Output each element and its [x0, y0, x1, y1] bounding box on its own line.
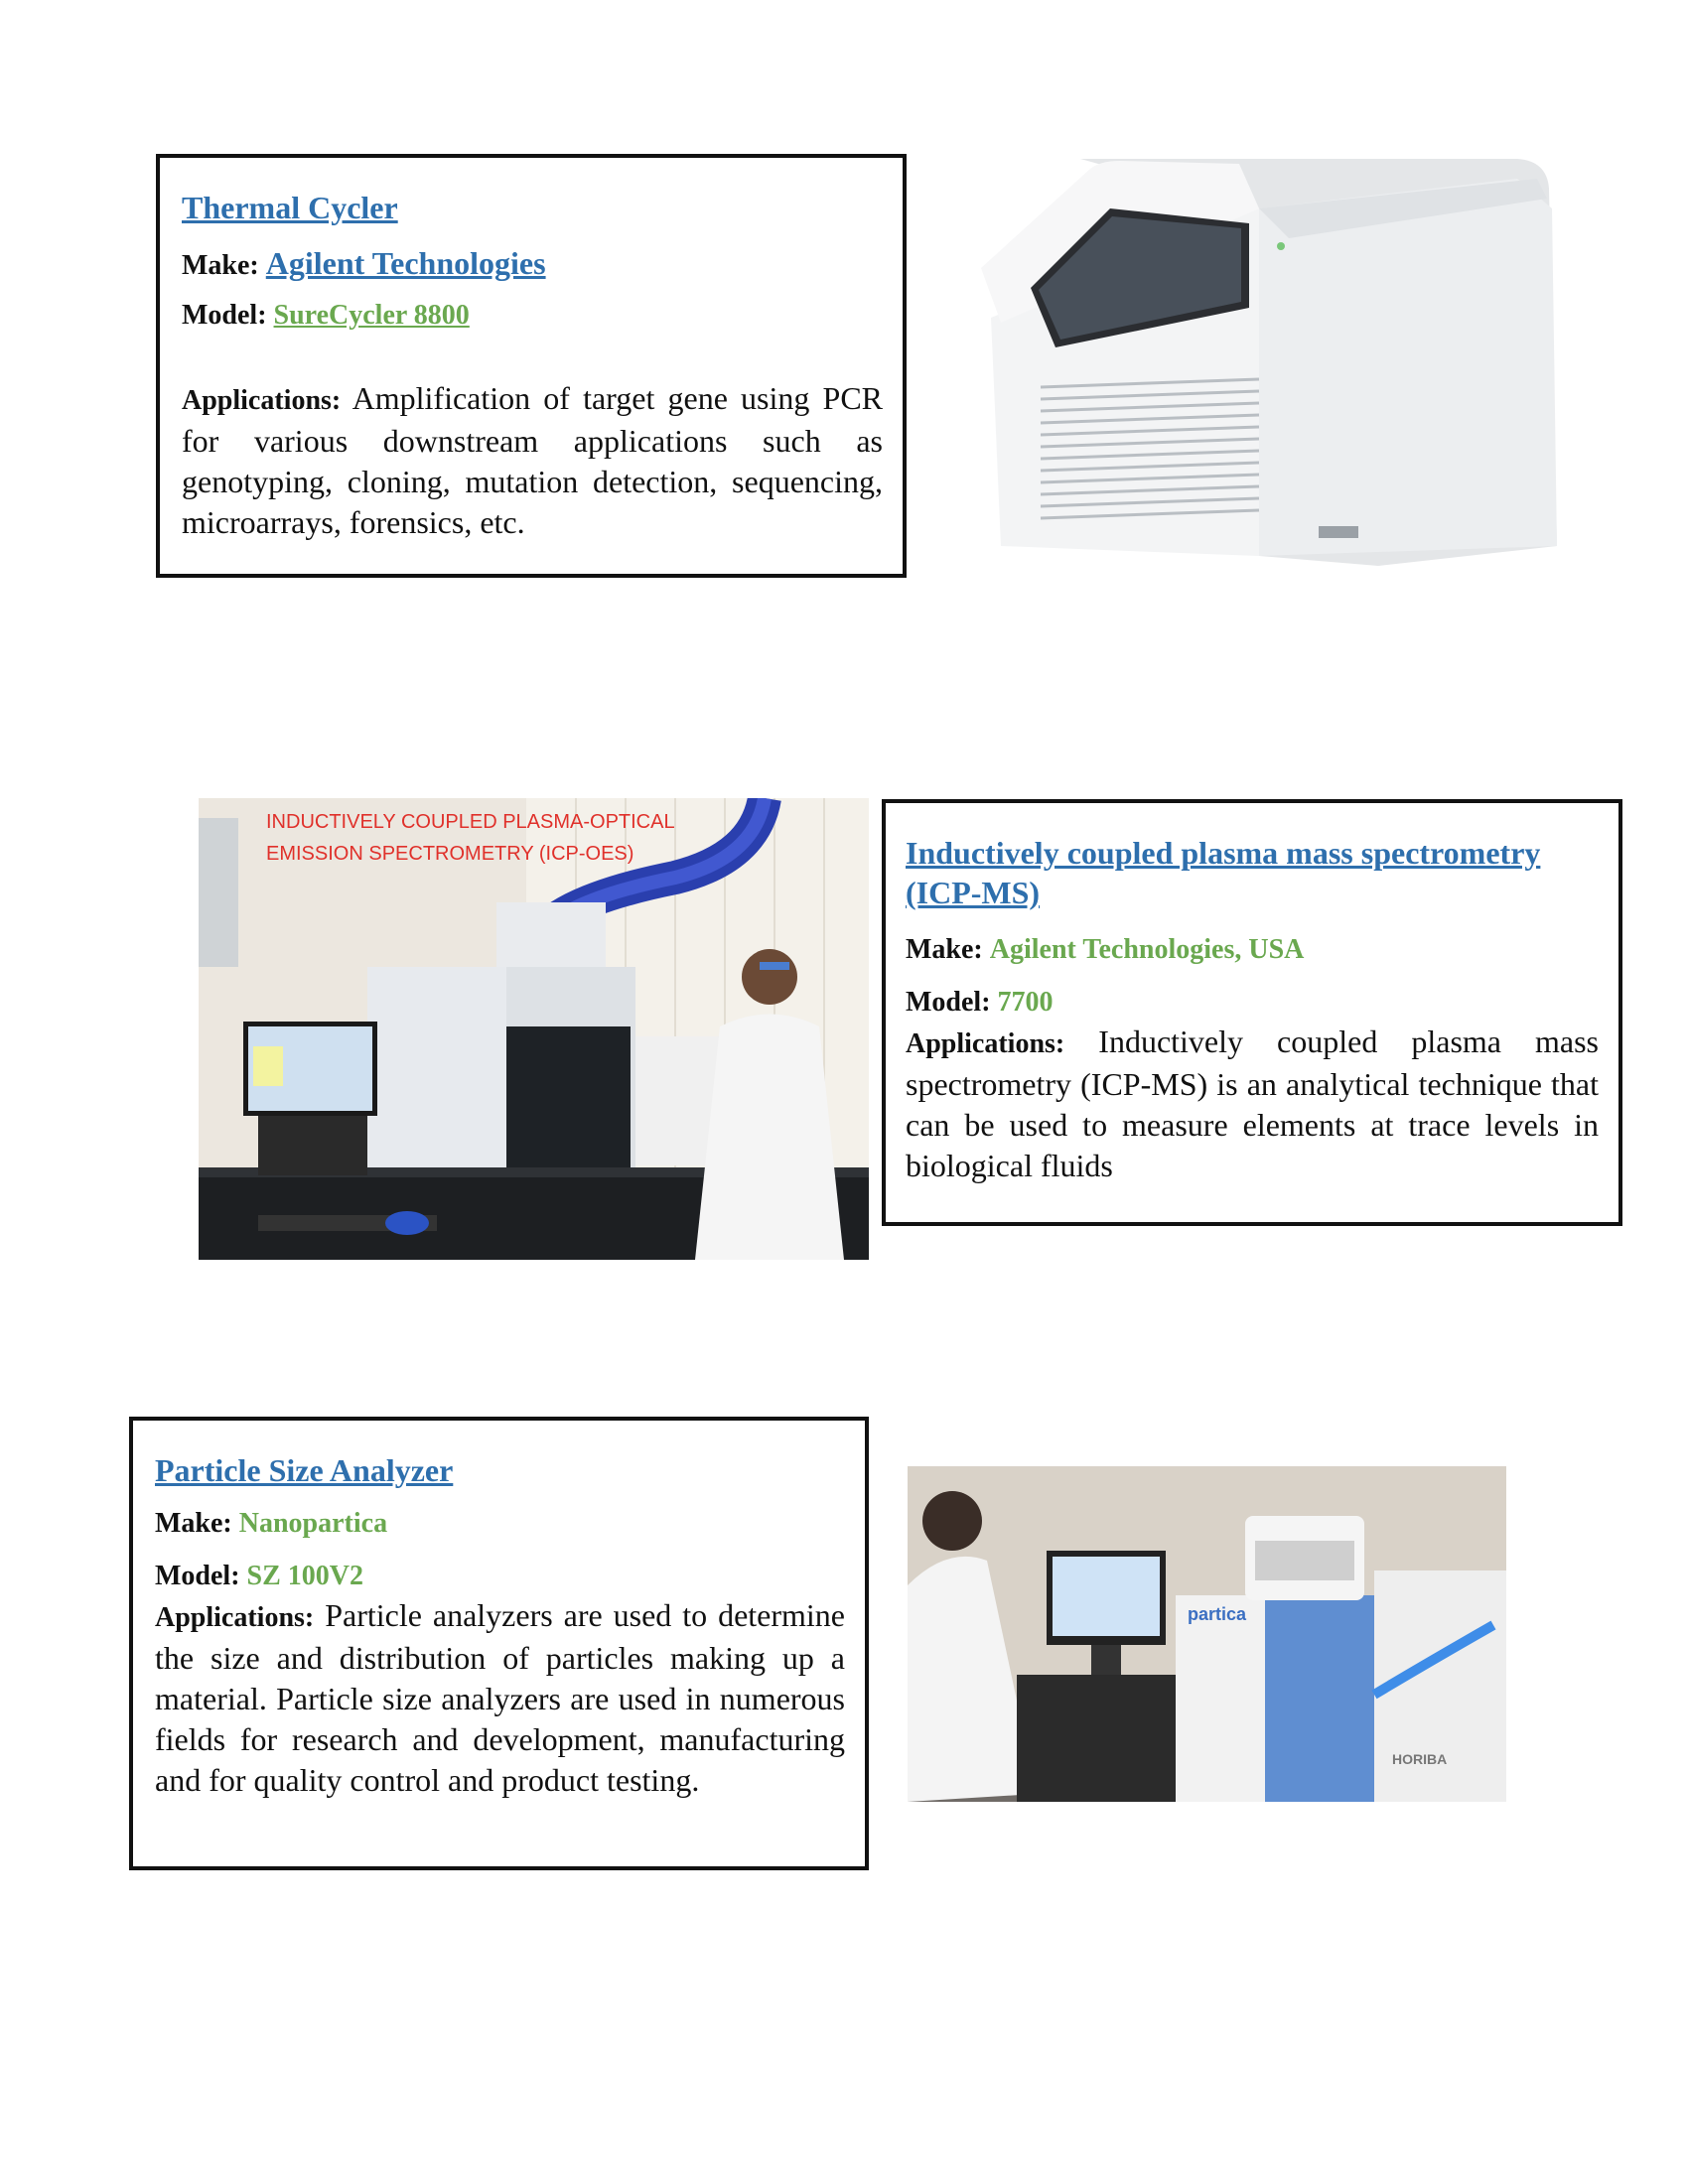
particle-size-analyzer-card [129, 1417, 869, 1870]
thermal-cycler-applications: Applications: Amplification of target gene using PCR for various downstream applications such as genotyping, cloning, mutation detection, sequencing, microarrays, forensics, etc. [182, 379, 883, 540]
thermal-cycler-model-row: Model: SureCycler 8800 [182, 299, 470, 331]
particle-size-applications: Applications: Particle analyzers are used to determine the size and distribution of particles making up a material. Particle size analyzers are used in numerous fields for research and development, manufacturing and for quality control and product testing. [155, 1597, 846, 1799]
icp-ms-model-row: Model: 7700 [906, 987, 1054, 1019]
horiba-brand-text: HORIBA [1392, 1751, 1448, 1767]
icp-oes-caption-line1: INDUCTIVELY COUPLED PLASMA-OPTICAL [266, 811, 675, 833]
icp-ms-make-row: Make: Agilent Technologies, USA [906, 934, 1305, 965]
particle-size-analyzer-image [908, 1466, 1506, 1802]
particle-size-make-value: Nanopartica [238, 1508, 388, 1539]
thermal-cycler-make-row: Make: Agilent Technologies [182, 245, 546, 281]
particle-size-analyzer-title[interactable]: Particle Size Analyzer [155, 1452, 454, 1488]
thermal-cycler-card [156, 154, 907, 578]
icp-oes-lab-image [199, 798, 869, 1260]
partica-brand-text: partica [1188, 1604, 1247, 1624]
icp-ms-model-value: 7700 [997, 987, 1054, 1019]
thermal-cycler-model-link[interactable]: SureCycler 8800 [273, 299, 470, 331]
particle-size-model-value: SZ 100V2 [246, 1561, 363, 1592]
particle-size-model-row: Model: SZ 100V2 [155, 1561, 363, 1592]
icp-ms-card [882, 799, 1622, 1226]
particle-size-make-row: Make: Nanopartica [155, 1508, 388, 1539]
thermal-cycler-title[interactable]: Thermal Cycler [182, 190, 398, 225]
icp-ms-make-value: Agilent Technologies, USA [989, 934, 1305, 965]
icp-ms-title[interactable]: Inductively coupled plasma mass spectrometry (ICP-MS) [906, 835, 1541, 910]
icp-oes-caption-line2: EMISSION SPECTROMETRY (ICP-OES) [266, 843, 634, 865]
thermal-cycler-image [961, 149, 1567, 576]
icp-ms-applications: Applications: Inductively coupled plasma mass spectrometry (ICP-MS) is an analytical technique that can be used to measure elements at trace levels in biological fluids [906, 1024, 1600, 1184]
thermal-cycler-make-link[interactable]: Agilent Technologies [265, 245, 546, 281]
